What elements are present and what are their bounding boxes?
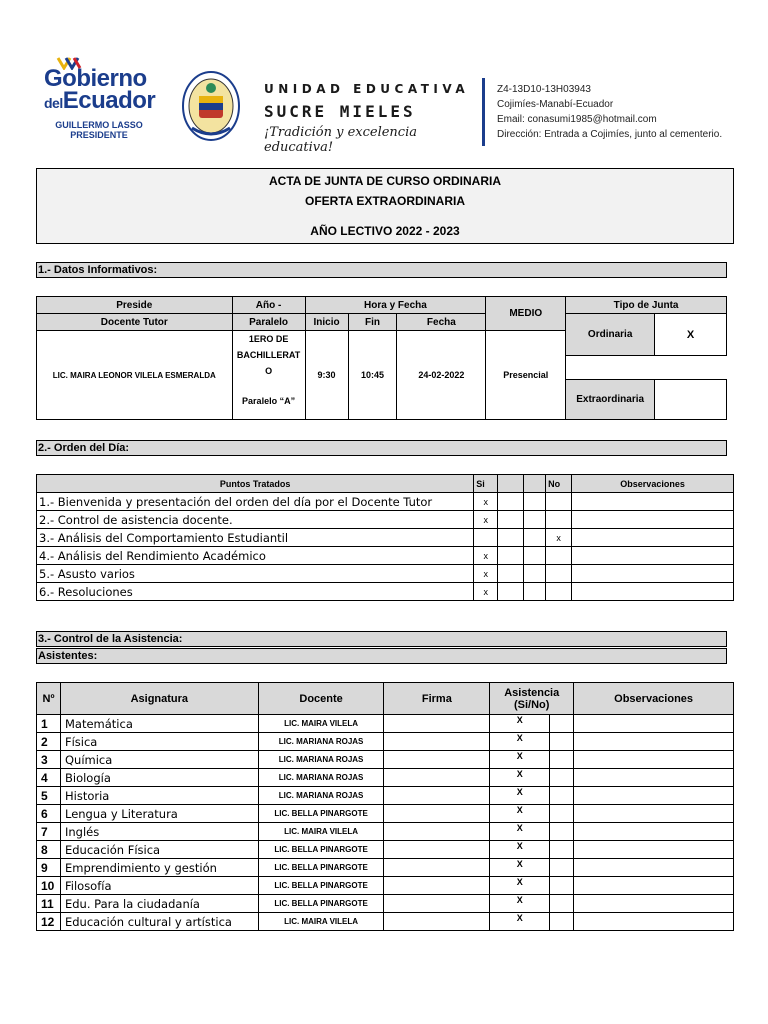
row-observaciones (574, 823, 734, 841)
agenda-row (37, 565, 734, 583)
row-docente: LIC. BELLA PINARGOTE (258, 805, 384, 823)
docente-tutor-value: LIC. MAIRA LEONOR VILELA ESMERALDA (37, 331, 233, 420)
row-firma (384, 895, 490, 913)
h-docente-tutor: Docente Tutor (37, 314, 233, 331)
row-observaciones (574, 913, 734, 931)
agenda-row (37, 547, 734, 565)
agenda-item-text: 2.- Control de asistencia docente. (37, 511, 474, 529)
row-firma (384, 751, 490, 769)
row-number: 5 (37, 787, 61, 805)
h-observaciones: Observaciones (572, 475, 734, 493)
row-firma (384, 841, 490, 859)
row-docente: LIC. BELLA PINARGOTE (258, 859, 384, 877)
agenda-item-text: 4.- Análisis del Rendimiento Académico (37, 547, 474, 565)
row-docente: LIC. MAIRA VILELA (258, 715, 384, 733)
contact-address: Dirección: Entrada a Cojimíes, junto al cementerio. (497, 129, 723, 140)
school-line2: SUCRE MIELES (264, 102, 416, 121)
row-firma (384, 715, 490, 733)
fecha-value: 24-02-2022 (397, 331, 486, 420)
asistencia-row (37, 859, 734, 877)
agenda-item-no (546, 547, 572, 565)
h-observaciones: Observaciones (574, 683, 734, 715)
asistencia-row (37, 841, 734, 859)
letterhead (0, 60, 768, 160)
h-asignatura: Asignatura (60, 683, 258, 715)
agenda-item-obs (572, 583, 734, 601)
gobierno-line2: delEcuador (44, 87, 156, 114)
row-number: 8 (37, 841, 61, 859)
section2-heading: 2.- Orden del Día: (36, 440, 727, 456)
row-observaciones (574, 895, 734, 913)
school-motto: ¡Tradición y excelencia educativa! (264, 125, 417, 155)
extraordinaria-label: Extraordinaria (566, 380, 655, 420)
header-divider (482, 78, 485, 146)
row-asistencia-si: X (490, 715, 550, 733)
row-docente: LIC. MARIANA ROJAS (258, 751, 384, 769)
h-hora-fecha: Hora y Fecha (305, 297, 486, 314)
h-no: No (546, 475, 572, 493)
agenda-item-no (546, 583, 572, 601)
title-line1: ACTA DE JUNTA DE CURSO ORDINARIA (268, 174, 501, 188)
agenda-item-si: x (474, 493, 498, 511)
agenda-item-obs (572, 511, 734, 529)
row-number: 6 (37, 805, 61, 823)
row-number: 7 (37, 823, 61, 841)
row-asistencia-si: X (490, 913, 550, 931)
row-firma (384, 823, 490, 841)
agenda-item-si: x (474, 583, 498, 601)
row-observaciones (574, 859, 734, 877)
agenda-body (37, 493, 734, 601)
ordinaria-mark: X (655, 314, 727, 356)
h-paralelo: Paralelo (232, 314, 305, 331)
school-name-block (264, 82, 474, 155)
section1-heading: 1.- Datos Informativos: (36, 262, 727, 278)
logo-mark-icon (56, 56, 86, 70)
asistencia-body (37, 715, 734, 931)
row-asignatura: Educación cultural y artística (60, 913, 258, 931)
inicio-value: 9:30 (305, 331, 348, 420)
row-firma (384, 769, 490, 787)
agenda-item-no (546, 565, 572, 583)
agenda-item-obs (572, 547, 734, 565)
row-docente: LIC. MARIANA ROJAS (258, 787, 384, 805)
contact-email: Email: conasumi1985@hotmail.com (497, 114, 657, 125)
asistencia-row (37, 715, 734, 733)
row-docente: LIC. MAIRA VILELA (258, 823, 384, 841)
h-docente: Docente (258, 683, 384, 715)
section3-subheading: Asistentes: (36, 648, 727, 664)
row-number: 12 (37, 913, 61, 931)
agenda-item-text: 3.- Análisis del Comportamiento Estudiantil (37, 529, 474, 547)
row-asignatura: Educación Física (60, 841, 258, 859)
row-asignatura: Filosofía (60, 877, 258, 895)
gobierno-person: GUILLERMO LASSO (55, 120, 143, 130)
h-anio: Año - (232, 297, 305, 314)
row-observaciones (574, 733, 734, 751)
contact-code: Z4-13D10-13H03943 (497, 84, 591, 95)
agenda-item-si: x (474, 547, 498, 565)
row-asistencia-si: X (490, 733, 550, 751)
row-asistencia-si: X (490, 877, 550, 895)
school-line1: UNIDAD EDUCATIVA (264, 82, 470, 96)
datos-informativos-table (36, 296, 727, 420)
row-firma (384, 859, 490, 877)
extraordinaria-mark (655, 380, 727, 420)
row-docente: LIC. MARIANA ROJAS (258, 769, 384, 787)
title-line2: OFERTA EXTRAORDINARIA (305, 194, 465, 208)
asistencia-row (37, 877, 734, 895)
title-line3: AÑO LECTIVO 2022 - 2023 (310, 224, 460, 238)
agenda-item-text: 1.- Bienvenida y presentación del orden del día por el Docente Tutor (37, 493, 474, 511)
asistencia-row (37, 895, 734, 913)
fin-value: 10:45 (348, 331, 397, 420)
agenda-row (37, 583, 734, 601)
row-asignatura: Matemática (60, 715, 258, 733)
h-si: Si (474, 475, 498, 493)
agenda-item-no (546, 511, 572, 529)
row-number: 10 (37, 877, 61, 895)
asistencia-row (37, 787, 734, 805)
h-inicio: Inicio (305, 314, 348, 331)
curso-paralelo-cell (232, 331, 305, 420)
row-asignatura: Lengua y Literatura (60, 805, 258, 823)
agenda-item-text: 5.- Asusto varios (37, 565, 474, 583)
h-num: Nº (37, 683, 61, 715)
h-preside: Preside (37, 297, 233, 314)
row-asistencia-si: X (490, 859, 550, 877)
h-asistencia: Asistencia (Si/No) (490, 683, 574, 715)
medio-value: Presencial (486, 331, 566, 420)
row-number: 3 (37, 751, 61, 769)
agenda-item-obs (572, 529, 734, 547)
h-puntos-tratados: Puntos Tratados (37, 475, 474, 493)
gobierno-line1: Gobierno (44, 65, 147, 92)
row-asignatura: Edu. Para la ciudadanía (60, 895, 258, 913)
agenda-item-text: 6.- Resoluciones (37, 583, 474, 601)
orden-del-dia-table (36, 474, 734, 601)
row-asistencia-si: X (490, 823, 550, 841)
row-docente: LIC. BELLA PINARGOTE (258, 841, 384, 859)
row-asistencia-si: X (490, 841, 550, 859)
row-asignatura: Biología (60, 769, 258, 787)
row-observaciones (574, 805, 734, 823)
agenda-row (37, 511, 734, 529)
row-number: 1 (37, 715, 61, 733)
row-docente: LIC. BELLA PINARGOTE (258, 895, 384, 913)
asistencia-row (37, 913, 734, 931)
school-seal-logo (180, 68, 242, 150)
gobierno-ecuador-logo (44, 65, 164, 152)
row-asistencia-si: X (490, 769, 550, 787)
asistencia-row (37, 823, 734, 841)
agenda-item-obs (572, 565, 734, 583)
row-observaciones (574, 715, 734, 733)
agenda-item-si: x (474, 565, 498, 583)
row-number: 2 (37, 733, 61, 751)
h-medio: MEDIO (486, 297, 566, 331)
row-observaciones (574, 751, 734, 769)
row-asignatura: Física (60, 733, 258, 751)
row-firma (384, 787, 490, 805)
document-title-box (36, 168, 734, 244)
row-number: 11 (37, 895, 61, 913)
row-firma (384, 733, 490, 751)
row-observaciones (574, 787, 734, 805)
agenda-item-no (546, 493, 572, 511)
h-fecha: Fecha (397, 314, 486, 331)
row-asignatura: Historia (60, 787, 258, 805)
agenda-item-si: x (474, 511, 498, 529)
row-asignatura: Inglés (60, 823, 258, 841)
h-tipo-junta: Tipo de Junta (566, 297, 727, 314)
agenda-item-si (474, 529, 498, 547)
row-observaciones (574, 877, 734, 895)
curso-value: 1ERO DE BACHILLERAT O (236, 334, 301, 376)
contact-location: Cojimíes-Manabí-Ecuador (497, 99, 614, 110)
row-asistencia-si: X (490, 895, 550, 913)
asistencia-row (37, 805, 734, 823)
row-firma (384, 805, 490, 823)
h-firma: Firma (384, 683, 490, 715)
row-asignatura: Química (60, 751, 258, 769)
row-docente: LIC. MARIANA ROJAS (258, 733, 384, 751)
asistencia-table (36, 682, 734, 931)
row-number: 4 (37, 769, 61, 787)
agenda-row (37, 493, 734, 511)
asistencia-row (37, 751, 734, 769)
h-fin: Fin (348, 314, 397, 331)
ordinaria-label: Ordinaria (566, 314, 655, 356)
row-asistencia-si: X (490, 751, 550, 769)
row-asignatura: Emprendimiento y gestión (60, 859, 258, 877)
agenda-row (37, 529, 734, 547)
row-firma (384, 877, 490, 895)
agenda-item-no: x (546, 529, 572, 547)
asistencia-row (37, 769, 734, 787)
gobierno-role: PRESIDENTE (70, 130, 128, 140)
contact-info (497, 82, 722, 142)
row-docente: LIC. BELLA PINARGOTE (258, 877, 384, 895)
asistencia-row (37, 733, 734, 751)
row-observaciones (574, 841, 734, 859)
agenda-item-obs (572, 493, 734, 511)
section3-heading: 3.- Control de la Asistencia: (36, 631, 727, 647)
row-asistencia-si: X (490, 787, 550, 805)
row-number: 9 (37, 859, 61, 877)
row-firma (384, 913, 490, 931)
row-docente: LIC. MAIRA VILELA (258, 913, 384, 931)
paralelo-value: Paralelo “A” (242, 396, 296, 406)
row-asistencia-si: X (490, 805, 550, 823)
row-observaciones (574, 769, 734, 787)
